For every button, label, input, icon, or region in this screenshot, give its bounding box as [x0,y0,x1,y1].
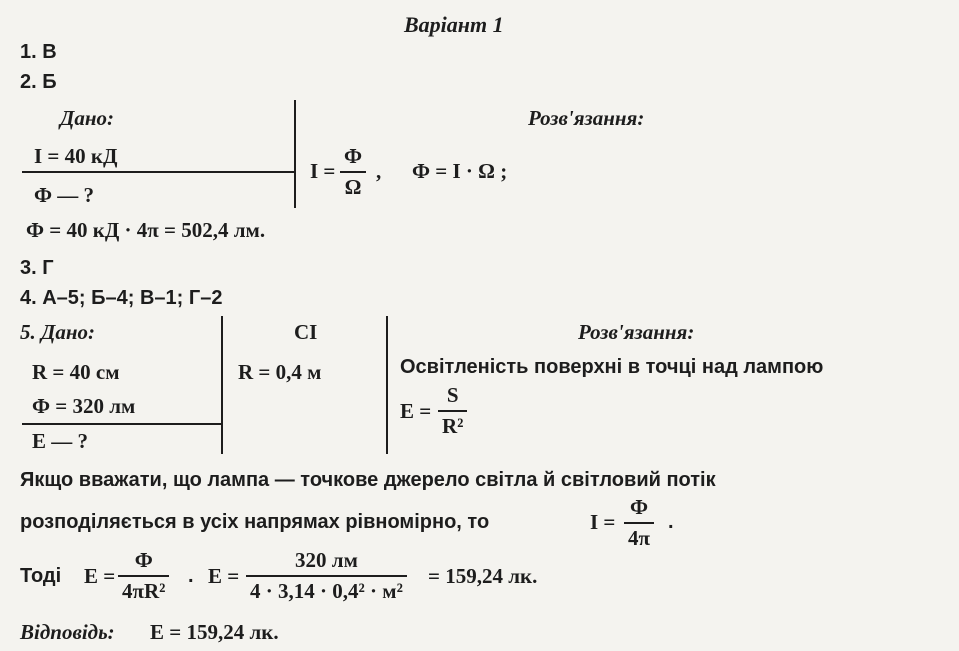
find-illuminance: E — ? [32,429,89,453]
then-E-lhs-2: E = [208,564,240,588]
fraction-S-R2 [438,384,467,438]
paragraph-line-2: розподіляється в усіх напрямах рівномірно, то [20,511,490,533]
then-E-lhs: E = [84,564,116,588]
page-title: Варіант 1 [404,12,504,37]
fraction-phi-4pi [624,496,654,550]
divider-given [22,171,294,173]
fraction-denominator: Ω [344,175,362,199]
formula-lhs: I = [310,159,336,183]
fraction-bar [340,171,366,173]
then-dot: . [188,565,194,587]
formula-separator: , [376,159,382,183]
fraction-denominator: 4 · 3,14 · 0,4² · м² [250,579,403,603]
then-word: Тоді [20,565,62,587]
answer-label: Відповідь: [20,620,115,644]
given-label-5: 5. Дано: [20,320,95,344]
fraction-bar [438,410,467,412]
si-label: СІ [294,320,318,344]
fraction-bar [118,575,169,577]
fraction-denominator: 4π [628,526,651,550]
paragraph-line-1: Якщо вважати, що лампа — точкове джерело світла й світловий потік [20,469,716,491]
fraction-denominator: 4πR² [122,579,166,603]
fraction-phi-omega [340,145,366,199]
illuminance-text: Освітленість поверхні в точці над лампою [400,356,824,378]
solution-label-5: Розв'язання: [578,320,695,344]
fraction-numerator: Ф [629,495,649,519]
answer-value: E = 159,24 лк. [150,620,279,644]
fraction-numeric [246,549,407,603]
given-label: Дано: [60,106,114,130]
si-radius: R = 0,4 м [238,360,322,384]
E-formula-lhs: E = [400,399,432,423]
divider-vertical [294,100,296,208]
divider-vertical-solution [386,316,388,454]
find-flux: Ф — ? [34,183,95,207]
then-result: = 159,24 лк. [428,564,538,588]
fraction-numerator: Ф [134,548,153,572]
answer-3: 3. Г [20,257,54,279]
answer-2: 2. Б [20,71,57,93]
fraction-numerator: Ф [344,144,363,168]
given-radius: R = 40 см [32,360,120,384]
formula-rhs: Ф = I · Ω ; [412,159,508,183]
answer-1: 1. В [20,41,57,63]
fraction-phi-4piR2 [118,549,169,603]
divider-vertical-si [221,316,223,454]
fraction-denominator: R² [442,414,464,438]
given-intensity: I = 40 кД [34,144,118,168]
result-line: Ф = 40 кД · 4π = 502,4 лм. [26,218,266,242]
answer-4: 4. А–5; Б–4; В–1; Г–2 [20,287,223,309]
fraction-numerator: S [446,383,459,407]
fraction-bar [624,522,654,524]
fraction-bar [246,575,407,577]
given-flux: Ф = 320 лм [32,394,136,418]
divider-given-5 [22,423,221,425]
paragraph-end-dot: . [668,511,674,533]
intensity-lhs: I = [590,510,616,534]
solution-label: Розв'язання: [528,106,645,130]
fraction-numerator: 320 лм [295,548,358,572]
